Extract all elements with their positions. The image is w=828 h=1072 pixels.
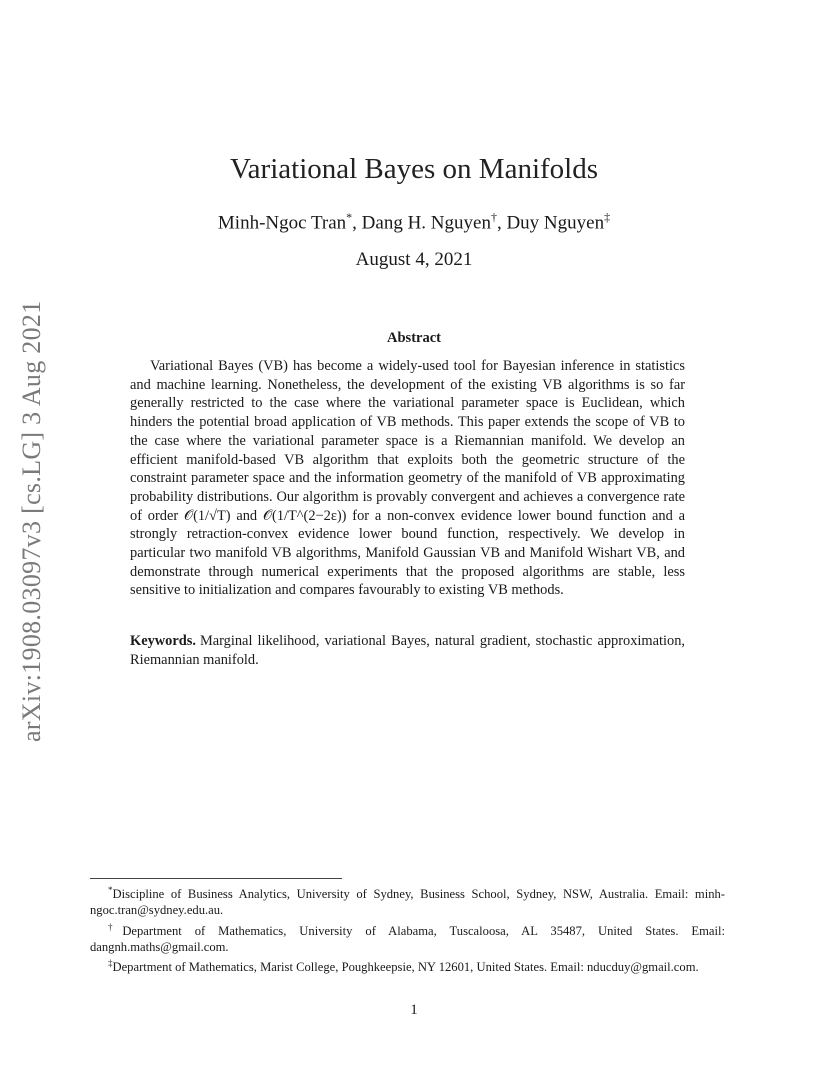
author-separator: , <box>496 212 507 234</box>
footnote <box>90 882 725 919</box>
footnotes <box>90 882 725 976</box>
author-name: Dang H. Nguyen <box>361 212 491 234</box>
arxiv-side-stamp: arXiv:1908.03097v3 [cs.LG] 3 Aug 2021 <box>17 300 46 742</box>
footnote-divider <box>90 878 342 879</box>
author-name: Duy Nguyen <box>506 212 605 234</box>
keywords-text: Marginal likelihood, variational Bayes, natural gradient, stochastic approximation, Riemannian manifold. <box>130 633 685 668</box>
author-name: Minh-Ngoc Tran <box>217 212 347 234</box>
abstract-heading: Abstract <box>387 330 441 346</box>
author-list <box>0 210 828 234</box>
footnote <box>90 955 725 975</box>
author-mark: * <box>346 210 353 224</box>
footnote <box>90 919 725 956</box>
footnote-mark: † <box>108 921 123 932</box>
footnote-text: Department of Mathematics, University of Alabama, Tuscaloosa, AL 35487, United States. Email: dangnh.maths@gmail.com. <box>90 923 725 954</box>
page-number: 1 <box>410 1002 418 1018</box>
footnote-text: Discipline of Business Analytics, University of Sydney, Business School, Sydney, NSW, Australia. Email: minh-ngoc.tran@sydney.edu.au. <box>90 887 725 918</box>
footnote-text: Department of Mathematics, Marist College, Poughkeepsie, NY 12601, United States. Email: nducduy@gmail.com. <box>112 960 699 975</box>
author-separator: , <box>352 212 362 234</box>
paper-date: August 4, 2021 <box>355 249 473 270</box>
abstract-body: Variational Bayes (VB) has become a widely-used tool for Bayesian inference in statistics and machine learning. Nonetheless, the development of the existing VB algorithms is so far generally restricted to the case where the variational parameter space is Euclidean, which hinders the potential broad application of VB methods. This paper extends the scope of VB to the case where the variational parameter space is a Riemannian manifold. We develop an efficient manifold-based VB algorithm that exploits both the geometric structure of the constraint parameter space and the information geometry of the manifold of VB approximating probability distributions. Our algorithm is provably convergent and achieves a convergence rate of order 𝒪(1/√T) and 𝒪(1/T^(2−2ε)) for a non-convex evidence lower bound function and a strongly retraction-convex evidence lower bound function, respectively. We develop in particular two manifold VB algorithms, Manifold Gaussian VB and Manifold Wishart VB, and demonstrate through numerical experiments that the proposed algorithms are stable, less sensitive to initialization and compares favourably to existing VB methods. <box>130 358 685 599</box>
paper-title: Variational Bayes on Manifolds <box>229 153 599 185</box>
keywords-label: Keywords. <box>130 633 196 649</box>
footnote-mark: ‡ <box>108 958 113 969</box>
author-mark: ‡ <box>604 210 611 224</box>
footnote-mark: * <box>108 885 113 895</box>
author-mark: † <box>490 210 497 224</box>
keywords-paragraph <box>130 632 685 669</box>
